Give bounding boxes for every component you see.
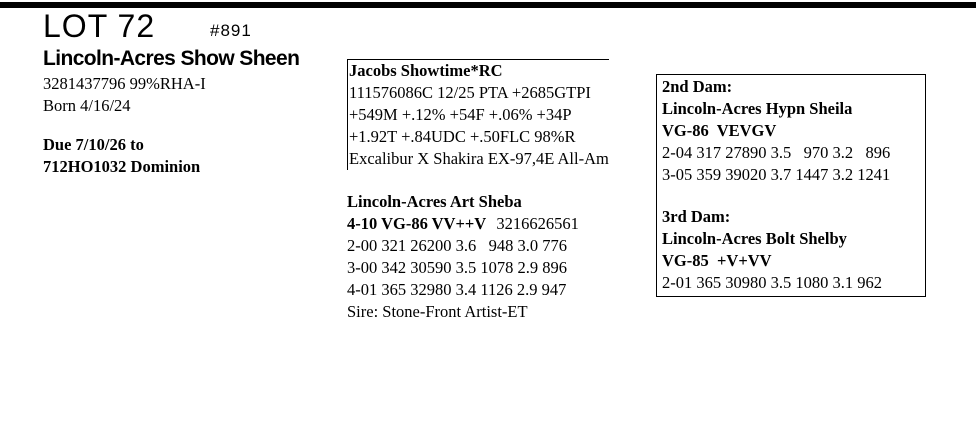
sire-line-2: +549M +.12% +54F +.06% +34P — [349, 105, 572, 124]
third-dam-classification: VG-85 +V+VV — [662, 251, 772, 270]
second-dam-record: 3-05 359 39020 3.7 1447 3.2 1241 — [662, 165, 891, 184]
lot-number: #891 — [210, 21, 252, 40]
dam-sire: Sire: Stone-Front Artist-ET — [347, 302, 528, 321]
sire-name: Jacobs Showtime*RC — [349, 61, 503, 80]
dam-block — [347, 191, 579, 323]
sire-line-4: Excalibur X Shakira EX-97,4E All-Am — [349, 149, 609, 168]
dam-record: 2-00 321 26200 3.6 948 3.0 776 — [347, 236, 567, 255]
dam-classification-line — [347, 213, 579, 235]
second-dam-block — [662, 76, 890, 186]
lot-label: LOT 72 — [43, 8, 156, 44]
due-line-2: 712HO1032 Dominion — [43, 157, 201, 176]
sire-block — [347, 59, 609, 170]
third-dam-record: 2-01 365 30980 3.5 1080 3.1 962 — [662, 273, 882, 292]
second-dam-heading: 2nd Dam: — [662, 77, 733, 96]
second-dam-name: Lincoln-Acres Hypn Sheila — [662, 99, 853, 118]
due-line-1: Due 7/10/26 to — [43, 135, 144, 154]
second-dam-record: 2-04 317 27890 3.5 970 3.2 896 — [662, 143, 891, 162]
dam-classification: 4-10 VG-86 VV++V — [347, 214, 487, 233]
dam-registration: 3216626561 — [496, 214, 579, 233]
animal-born: Born 4/16/24 — [43, 96, 131, 115]
third-dam-block — [662, 206, 882, 294]
animal-id-line: 3281437796 99%RHA-I — [43, 74, 206, 93]
sire-line-3: +1.92T +.84UDC +.50FLC 98%R — [349, 127, 576, 146]
second-dam-classification: VG-86 VEVGV — [662, 121, 777, 140]
dam-record: 3-00 342 30590 3.5 1078 2.9 896 — [347, 258, 567, 277]
third-dam-name: Lincoln-Acres Bolt Shelby — [662, 229, 847, 248]
dams-box — [656, 74, 926, 297]
dam-record: 4-01 365 32980 3.4 1126 2.9 947 — [347, 280, 567, 299]
sire-line-1: 111576086C 12/25 PTA +2685GTPI — [349, 83, 591, 102]
third-dam-heading: 3rd Dam: — [662, 207, 731, 226]
dam-name: Lincoln-Acres Art Sheba — [347, 192, 522, 211]
animal-name: Lincoln-Acres Show Sheen — [43, 47, 300, 70]
